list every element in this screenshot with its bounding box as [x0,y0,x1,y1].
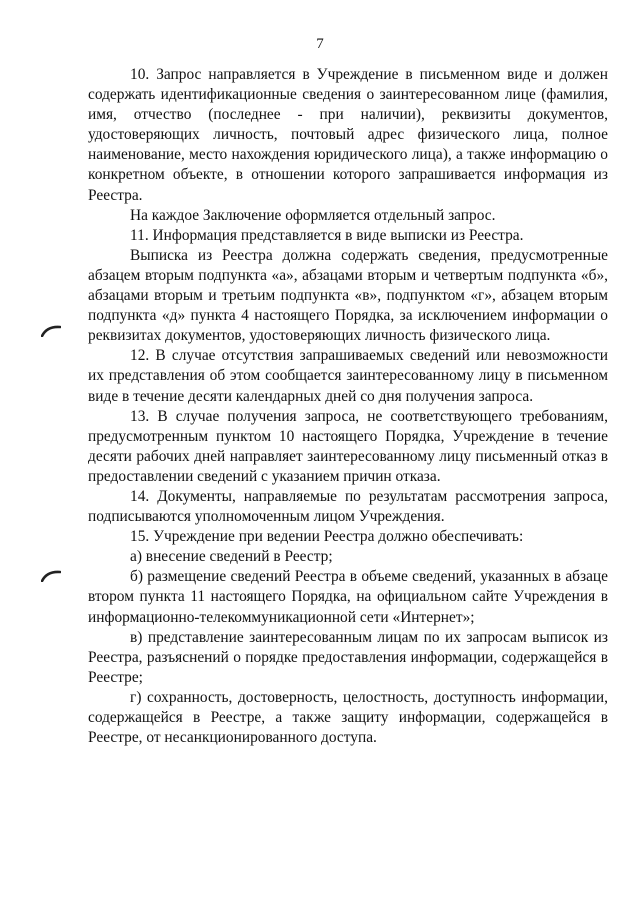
paragraph-10-request: 10. Запрос направляется в Учреждение в письменном виде и должен содержать идентификационные сведения о заинтересованном лице (фамилия, имя, отчество (последнее - при наличии), реквизиты документов, удостоверяющих личность, почтовый адрес физического лица, полное наименование, место нахождения юридического лица), а также информацию о конкретном объекте, в отношении которого запрашивается информация из Реестра. [88,66,608,204]
paragraph-14-signing: 14. Документы, направляемые по результатам рассмотрения запроса, подписываются уполномоченным лицом Учреждения. [88,487,608,526]
document-body [88,65,608,748]
paragraph-separate-request: На каждое Заключение оформляется отдельный запрос. [130,206,496,224]
paragraph-12-absence: 12. В случае отсутствия запрашиваемых сведений или невозможности их представления об этом сообщается заинтересованному лицу в письменном виде в течение десяти календарных дней со дня получения запроса. [88,347,608,405]
list-item-a: а) внесение сведений в Реестр; [130,548,333,566]
paragraph-extract-contents: Выписка из Реестра должна содержать сведения, предусмотренные абзацем вторым подпункта «а», абзацами вторым и четвертым подпункта «б», абзацами вторым и третьим подпункта «в», подпунктом «г», абзацем вторым подпункта «д» пункта 4 настоящего Порядка, за исключением информации о реквизитах документов, удостоверяющих личность физического лица. [88,246,608,345]
paragraph-13-refusal: 13. В случае получения запроса, не соответствующего требованиям, предусмотренным пунктом 10 настоящего Порядка, Учреждение в течение десяти рабочих дней направляет заинтересованному лицу письменный отказ в предоставлении сведений с указанием причин отказа. [88,407,608,485]
list-item-g: г) сохранность, достоверность, целостность, доступность информации, содержащейся в Реестре, а также защиту информации, содержащейся в Реестре, от несанкционированного доступа. [88,688,608,747]
punch-hole-mark-upper [41,325,61,337]
punch-hole-mark-lower [41,570,61,582]
list-item-v: в) представление заинтересованным лицам по их запросам выписок из Реестра, разъяснений о порядке предоставления информации, содержащейся в Реестре; [88,628,608,686]
paragraph-11-information: 11. Информация представляется в виде выписки из Реестра. [130,226,524,244]
page-number: 7 [316,36,324,52]
paragraph-15-obligations: 15. Учреждение при ведении Реестра должно обеспечивать: [130,528,524,546]
list-item-b: б) размещение сведений Реестра в объеме сведений, указанных в абзаце втором пункта 11 настоящего Порядка, на официальном сайте Учреждения в информационно-телекоммуникационной сети «Интернет»; [88,568,608,626]
